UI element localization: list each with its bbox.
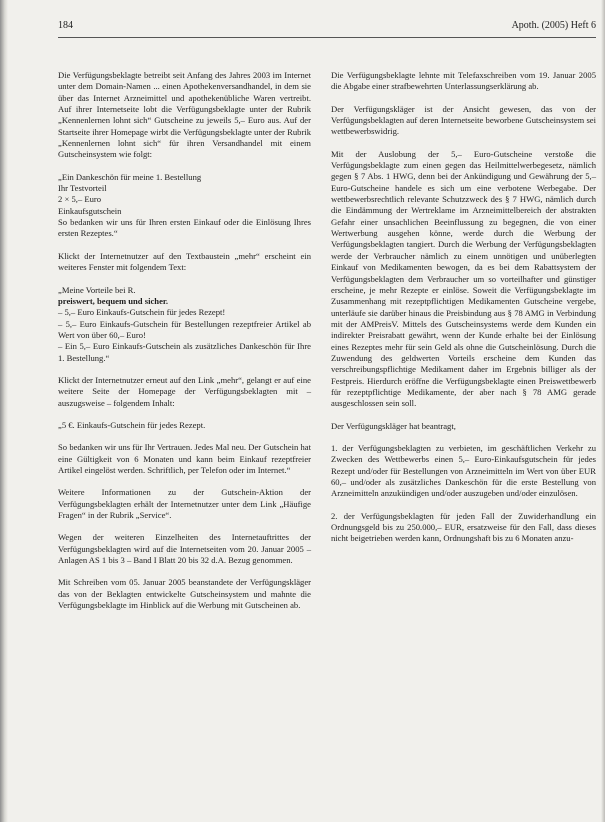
paragraph-motion-1: 1. der Verfügungsbeklagten zu verbieten, im geschäftlichen Verkehr zu Zwecken des Wettbewerbs einen 5,– Euro-Einkaufsgutschein für jedes Rezept und/oder für Bestellungen von Arzneimitteln im Wert von über EUR 60,– und/oder als zusätzliches Dankeschön für die erste Bestellung von Arzneimitteln anzukündigen und/oder auszugeben und/oder einzulösen. — [331, 442, 596, 499]
paragraph-argument: Mit der Auslobung der 5,– Euro-Gutscheine verstoße die Verfügungsbeklagte zum einen gegen das Heilmittelwerbegesetz, nämlich gegen § 7 Abs. 1 HWG, denn bei der Ankündigung und Gewährung der 5,– Euro-Gutscheine handele es sich um eine verbotene Werbegabe. Der wettbewerbsrechtlich relevante Schutzzweck des § 7 HWG, nämlich durch die Eindämmung der Wertreklame im Arzneimittelbereich der abstrakten Gefahr einer unsachlichen Beeinflussung zu begegnen, die von einer Wertwerbung ausgehen könne, werde durch die Werbung der Verfügungsbeklagten tangiert. Durch die Werbung der Verfügungsbeklagten werde der Verbraucher nämlich zu einem unnötigen und unüberlegten Einkauf von Medikamenten bewogen, da es bei dem Rabattsystem der Verfügungsbeklagten dem Verbraucher um so vorteilhafter und günstiger erscheine, je mehr Rezepte er einlöse. Soweit die Verfügungsbeklagte im Zusammenhang mit rezeptpflichtigen Medikamenten Gutscheine vergebe, unterläufe sie darüber hinaus die Preisbindung aus § 78 AMG in Verbindung mit der AMPreisV. Mittels des Gutscheinsystems werde dem Kunden ein indirekter Preisrabatt gewährt, wenn der Kunde erhalte bei der Einlösung eines Rezeptes mehr für sein Geld als ohne die Gutscheinlösung. Durch die Zuwendung des geldwerten Vorteils erscheine dem Kunden das verschreibungspflichtige Medikament daher im Ergebnis billiger als der Festpreis. Hierdurch eröffne die Verfügungsbeklagte einen Preiswettbewerb für rezeptpflichtige Medikamente, der aber nach § 78 AMG gerade ausgeschlossen sein soll. — [331, 148, 596, 409]
page-header — [58, 20, 596, 34]
right-column — [331, 70, 596, 556]
paragraph-motion-2: 2. der Verfügungsbeklagten für jeden Fall der Zuwiderhandlung ein Ordnungsgeld bis zu 250.000,– EUR, ersatzweise für den Fall, dass dieses nicht beigetrieben werden kann, Ordnungshaft bis zu 6 Monaten anzu- — [331, 510, 596, 544]
quote-line: – 5,– Euro Einkaufs-Gutschein für Bestellungen rezeptfreier Artikel ab Wert von über 60,– Euro! — [58, 318, 311, 340]
intro-paragraph: Die Verfügungsbeklagte betreibt seit Anfang des Jahres 2003 im Internet unter dem Domain-Namen ... einen Apothekenversandhandel, in dem sie über das Internet Arzneimittel und apothekenübliche Waren vertreibt. Auf ihrer Internetseite lobt die Verfügungsbeklagte unter der Rubrik „Kennenlernen lohnt sich“ Gutscheine zu jeweils 5,– Euro aus. Auf der Startseite ihrer Homepage wirbt die Verfügungsbeklagte unter der Rubrik „Kennenlernen lohnt sich“ für ihren Versandhandel mit einem Gutscheinsystem wie folgt: — [58, 70, 311, 160]
paragraph-claimant-view: Der Verfügungskläger ist der Ansicht gewesen, das von der Verfügungsbeklagten auf deren Internetseite beworbene Gutscheinsystem sei wettbewerbswidrig. — [331, 103, 596, 137]
quote-line: Ihr Testvorteil — [58, 183, 107, 194]
paragraph-warning-letter: Mit Schreiben vom 05. Januar 2005 beanstandete der Verfügungskläger das von der Beklagten entwickelte Gutscheinsystem und mahnte die Verfügungsbeklagte im Hinblick auf die Werbung mit Gutscheinen ab. — [58, 577, 311, 611]
quote-line: „Ein Dankeschön für meine 1. Bestellung — [58, 171, 202, 182]
quote-line: – 5,– Euro Einkaufs-Gutschein für jedes Rezept! — [58, 307, 226, 318]
paragraph-validity: So bedanken wir uns für Ihr Vertrauen. Jedes Mal neu. Der Gutschein hat eine Gültigkeit von 6 Monaten und kann beim Einkauf rezeptfreier Artikel eingelöst werden. Schriftlich, per Telefon oder im Internet.“ — [58, 442, 311, 475]
paragraph-refusal: Die Verfügungsbeklagte lehnte mit Telefaxschreiben vom 19. Januar 2005 die Abgabe einer strafbewehrten Unterlassungserklärung ab. — [331, 70, 596, 92]
paragraph-mehr-link: Klickt der Internetnutzer auf den Textbaustein „mehr“ erscheint ein weiteres Fenster mit folgendem Text: — [58, 250, 311, 273]
quote-line: „Meine Vorteile bei R. — [58, 284, 136, 295]
quote-first-order — [58, 172, 311, 240]
left-column — [58, 70, 311, 622]
scan-shadow-right — [601, 0, 605, 822]
header-rule — [58, 37, 596, 38]
scan-shadow-left — [0, 0, 8, 822]
paragraph-further-page: Klickt der Internetnutzer erneut auf den Link „mehr“, gelangt er auf eine weitere Seite der Homepage der Verfügungsbeklagten mit – auszugsweise – folgendem Inhalt: — [58, 374, 311, 408]
quote-line-bold: preiswert, bequem und sicher. — [58, 295, 169, 306]
paragraph-faq: Weitere Informationen zu der Gutschein-Aktion der Verfügungsbeklagten erhält der Internetnutzer unter dem Link „Häufige Fragen“ in der Rubrik „Service“. — [58, 487, 311, 520]
quote-line: Einkaufsgutschein — [58, 205, 122, 216]
journal-reference: Apoth. (2005) Heft 6 — [511, 20, 596, 31]
quote-voucher-heading: „5 €. Einkaufs-Gutschein für jedes Rezept. — [58, 419, 206, 430]
quote-line: So bedanken wir uns für Ihren ersten Einkauf oder die Einlösung Ihres ersten Rezeptes.“ — [58, 217, 311, 239]
quote-line: – Ein 5,– Euro Einkaufs-Gutschein als zusätzliches Dankeschön für Ihre 1. Bestellung.“ — [58, 341, 311, 363]
quote-advantages — [58, 285, 311, 364]
paragraph-motion-intro: Der Verfügungskläger hat beantragt, — [331, 420, 456, 431]
paragraph-reference: Wegen der weiteren Einzelheiten des Internetauftrittes der Verfügungsbeklagten wird auf die Internetseiten vom 20. Januar 2005 – Anlagen AS 1 bis 3 – Band I Blatt 20 bis 32 d.A. Bezug genommen. — [58, 532, 311, 566]
page-number: 184 — [58, 20, 73, 31]
quote-line: 2 × 5,– Euro — [58, 194, 102, 205]
